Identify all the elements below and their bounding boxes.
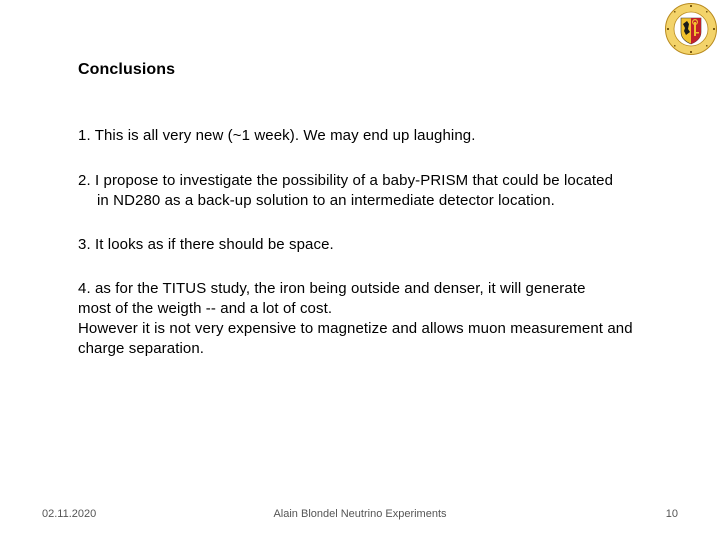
conclusion-point-2: [78, 171, 698, 211]
point-3-text: 3. It looks as if there should be space.: [78, 236, 334, 253]
slide-title: Conclusions: [78, 61, 176, 78]
footer-author: Alain Blondel Neutrino Experiments: [273, 508, 447, 520]
point-4-line-2: most of the weigth -- and a lot of cost.: [78, 300, 333, 317]
footer-page-number: 10: [665, 508, 678, 520]
conclusion-point-1: [78, 126, 698, 146]
conclusion-point-3: [78, 235, 698, 255]
footer-date: 02.11.2020: [42, 508, 97, 520]
point-2-line-1: 2. I propose to investigate the possibility of a baby-PRISM that could be located: [78, 172, 614, 189]
point-4-line-1: 4. as for the TITUS study, the iron being outside and denser, it will generate: [78, 280, 586, 297]
conclusion-point-4: [78, 279, 698, 359]
point-4-line-4: charge separation.: [78, 340, 205, 357]
point-4-line-3: However it is not very expensive to magnetize and allows muon measurement and: [78, 320, 633, 337]
point-2-line-2: in ND280 as a back-up solution to an intermediate detector location.: [97, 192, 555, 209]
point-1-text: 1. This is all very new (~1 week). We may end up laughing.: [78, 127, 476, 144]
university-seal-icon: [664, 2, 718, 56]
